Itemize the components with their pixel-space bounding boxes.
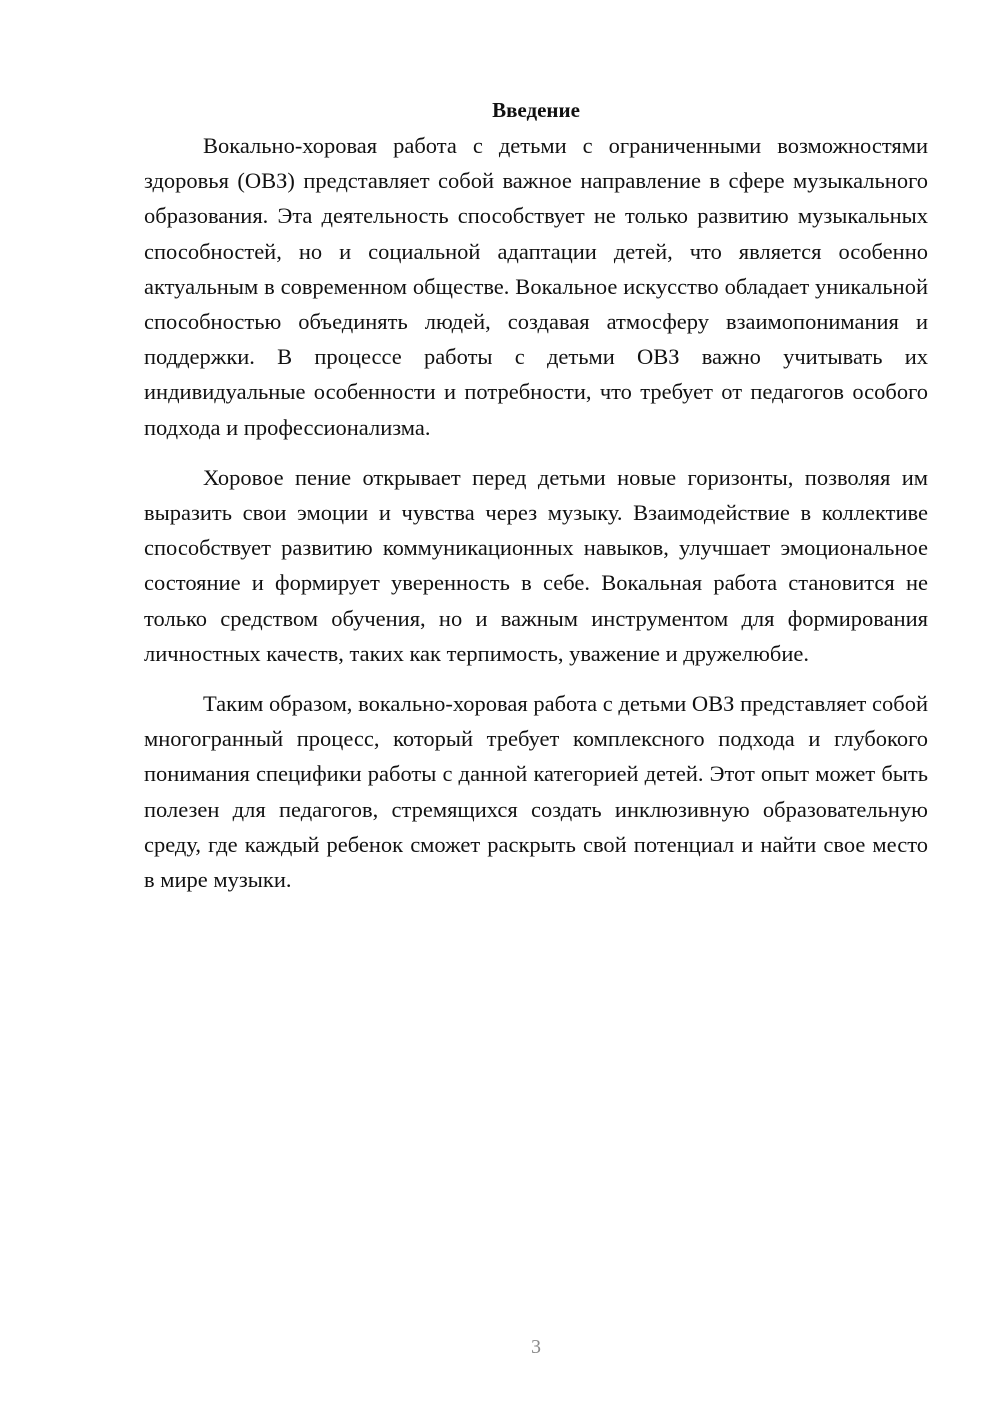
page-content — [144, 93, 928, 897]
paragraph-conclusion: Таким образом, вокально-хоровая работа с детьми ОВЗ представляет собой многогранный процесс, который требует комплексного подхода и глубокого понимания специфики работы с данной категорией детей. Этот опыт может быть полезен для педагогов, стремящихся создать инклюзивную образовательную среду, где каждый ребенок сможет раскрыть свой потенциал и найти свое место в мире музыки. — [144, 691, 928, 893]
paragraph-choral-singing: Хоровое пение открывает перед детьми новые горизонты, позволяя им выразить свои эмоции и чувства через музыку. Взаимодействие в коллективе способствует развитию коммуникационных навыков, улучшает эмоциональное состояние и формирует уверенность в себе. Вокальная работа становится не только средством обучения, но и важным инструментом для формирования личностных качеств, таких как терпимость, уважение и дружелюбие. — [144, 464, 928, 666]
paragraph-intro: Вокально-хоровая работа с детьми с ограниченными возможностями здоровья (ОВЗ) представляет собой важное направление в сфере музыкального образования. Эта деятельность способствует не только развитию музыкальных способностей, но и социальной адаптации детей, что является особенно актуальным в современном обществе. Вокальное искусство обладает уникальной способностью объединять людей, создавая атмосферу взаимопонимания и поддержки. В процессе работы с детьми ОВЗ важно учитывать их индивидуальные особенности и потребности, что требует от педагогов особого подхода и профессионализма. — [144, 133, 928, 440]
page-number: 3 — [531, 1336, 541, 1358]
section-heading: Введение — [492, 98, 580, 122]
